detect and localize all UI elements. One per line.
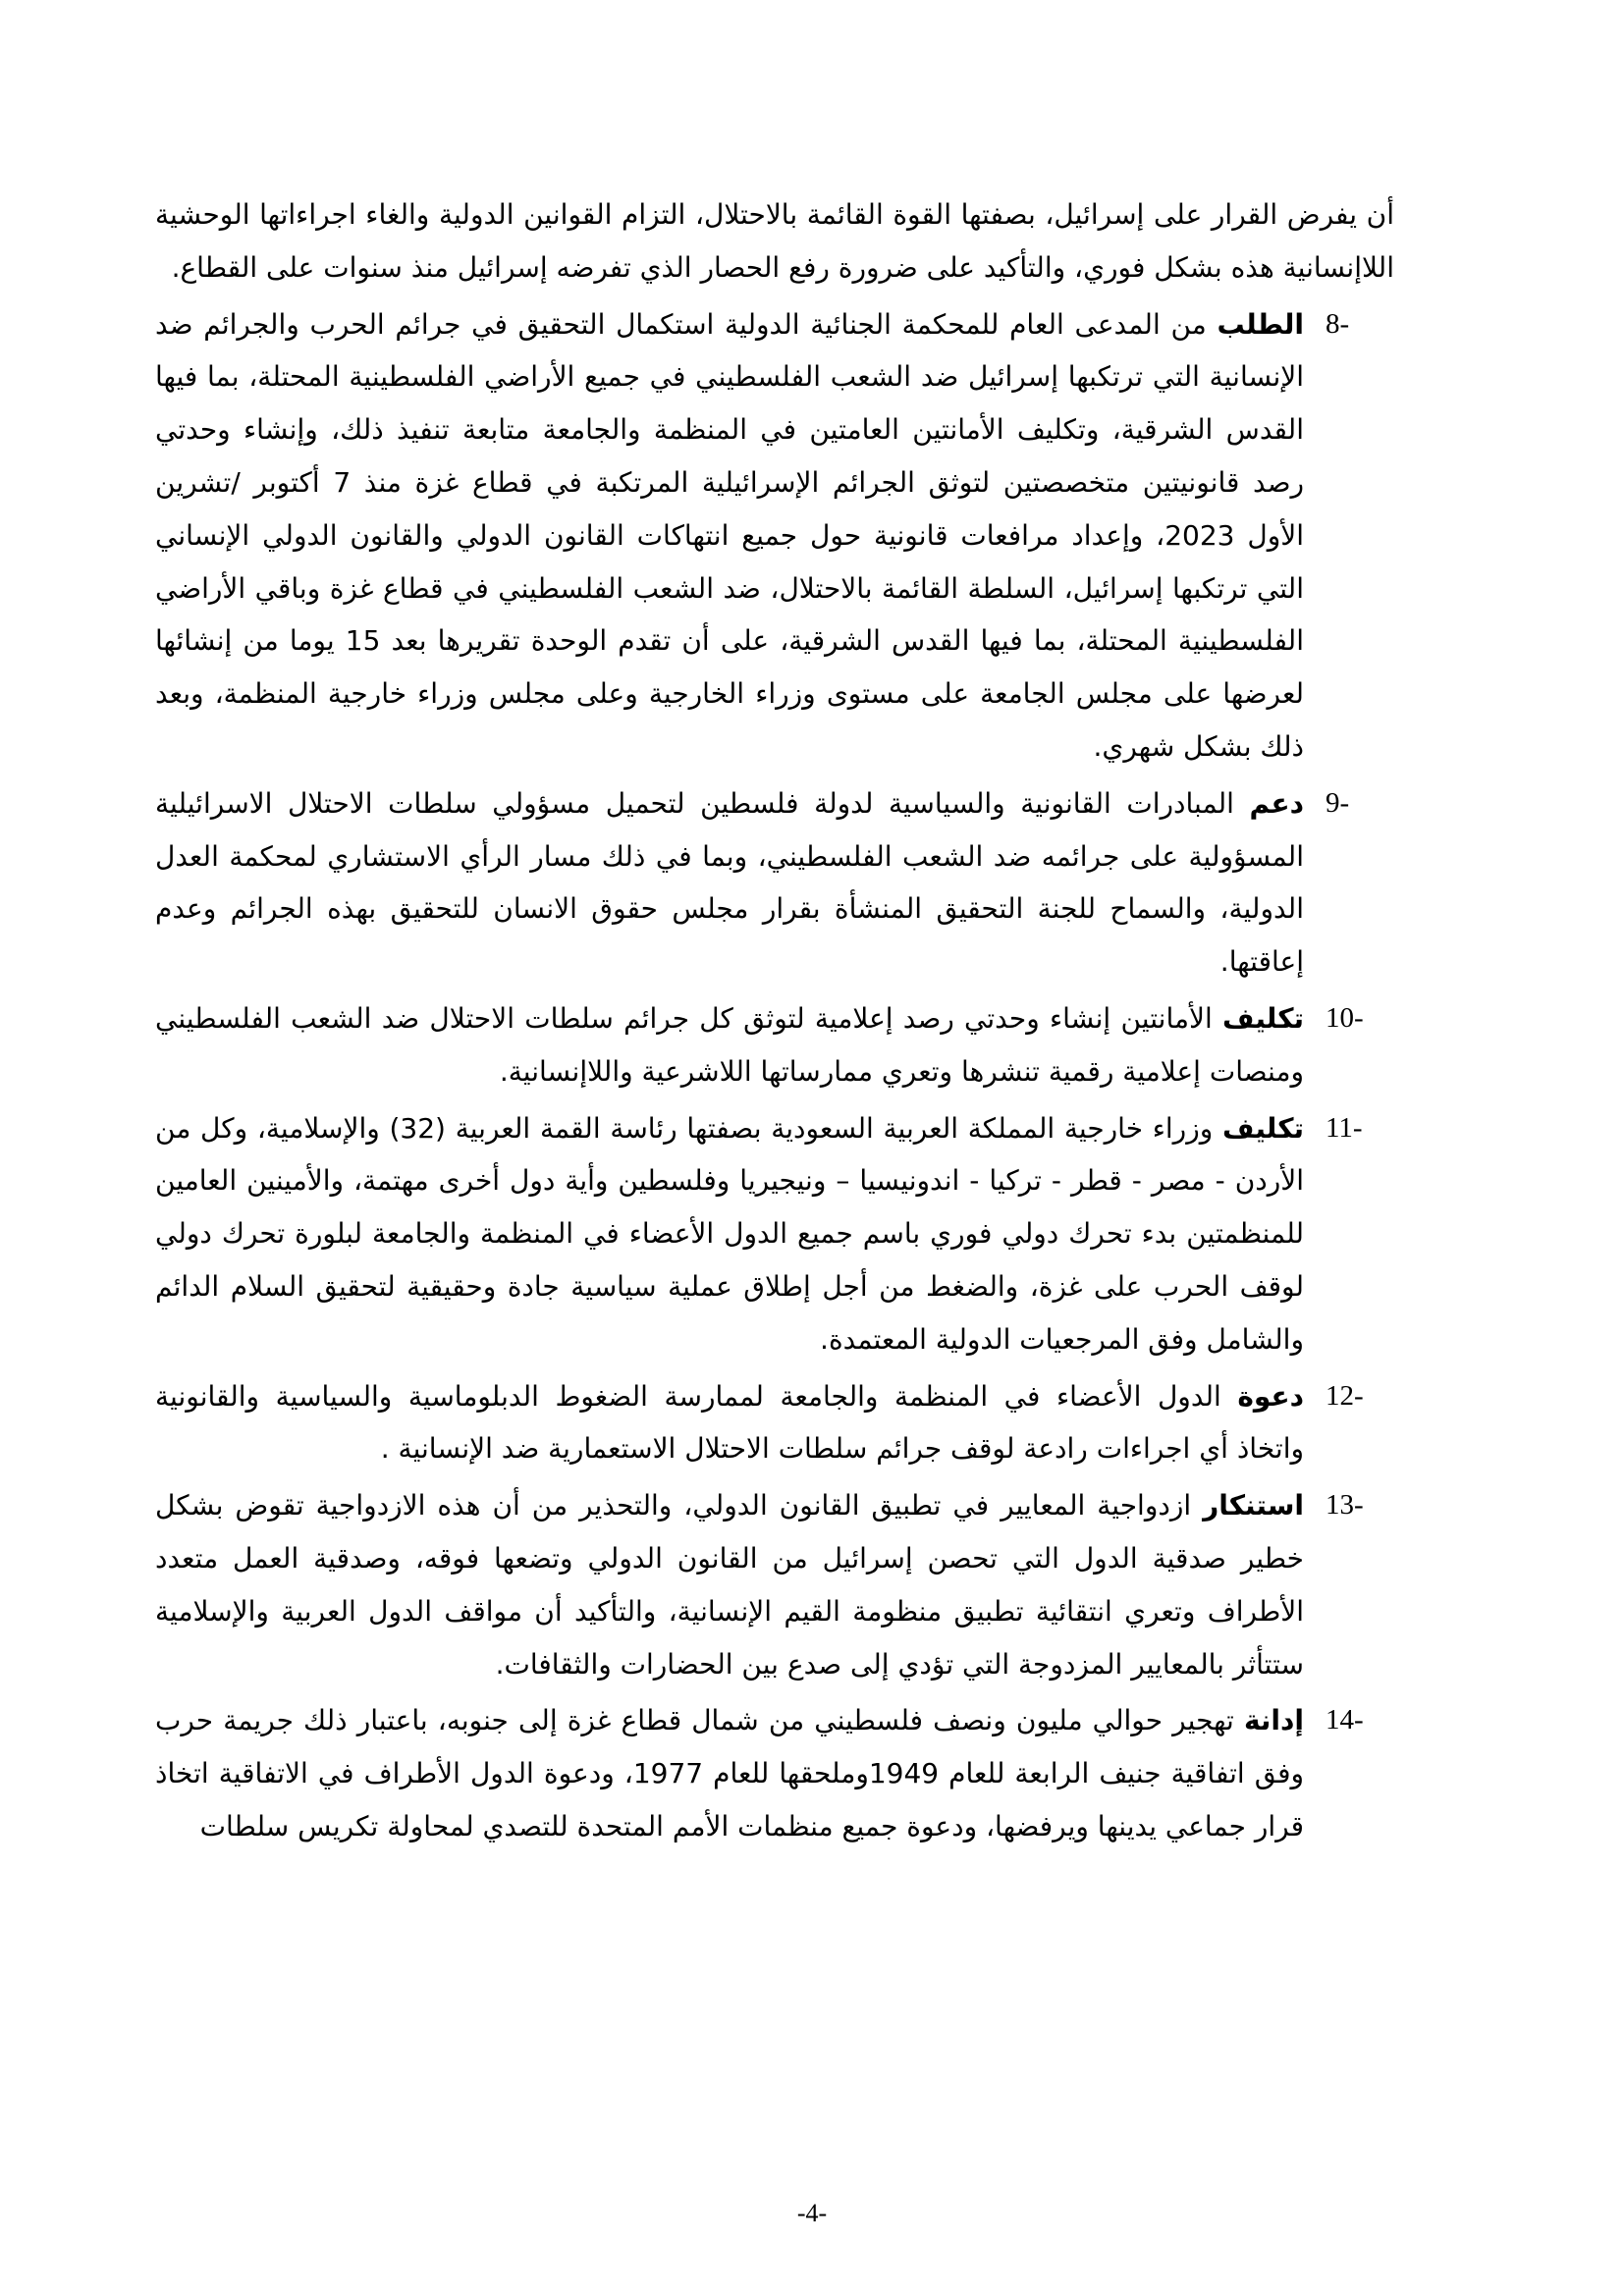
continued-paragraph: أن يفرض القرار على إسرائيل، بصفتها القوة القائمة بالاحتلال، التزام القوانين الدولية والغاء اجراءاتها الوحشية اللاإنسانية هذه بشكل فوري، والتأكيد على ضرورة رفع الحصار الذي تفرضه إسرائيل منذ سنوات على القطاع. — [155, 198, 1394, 284]
clause-text: وزراء خارجية المملكة العربية السعودية بصفتها رئاسة القمة العربية (32) والإسلامية، وكل من الأردن - مصر - قطر - تركيا - اندونيسيا – ونيجيريا وفلسطين وأية دول أخرى مهتمة، والأمينين العامين للمنظمتين بدء تحرك دولي فوري باسم جميع الدول الأعضاء في المنظمة والجامعة لبلورة تحرك دولي لوقف الحرب على غزة، والضغط من أجل إطلاق عملية سياسية جادة وحقيقية لتحقيق السلام الدائم والشامل وفق المرجعيات الدولية المعتمدة. — [155, 1111, 1304, 1356]
clause-keyword: استنكار — [1203, 1489, 1304, 1522]
clause-item-8 — [155, 298, 1394, 774]
clause-item-9 — [155, 777, 1394, 988]
clause-item-12 — [155, 1370, 1394, 1476]
clause-number: 8- — [1326, 307, 1350, 340]
clause-text: تهجير حوالي مليون ونصف فلسطيني من شمال قطاع غزة إلى جنوبه، باعتبار ذلك جريمة حرب وفق اتفاقية جنيف الرابعة للعام 1949وملحقها للعام 1977، ودعوة الدول الأطراف في الاتفاقية اتخاذ قرار جماعي يدينها ويرفضها، ودعوة جميع منظمات الأمم المتحدة للتصدي لمحاولة تكريس سلطات — [155, 1704, 1304, 1842]
clause-keyword: دعوة — [1237, 1379, 1304, 1413]
page-number: -4- — [796, 2199, 828, 2227]
clause-text: الأمانتين إنشاء وحدتي رصد إعلامية لتوثق كل جرائم سلطات الاحتلال ضد الشعب الفلسطيني ومنصات إعلامية رقمية تنشرها وتعري ممارساتها اللاشرعية واللاإنسانية. — [155, 1001, 1304, 1088]
clause-number: 11- — [1326, 1111, 1363, 1144]
document-body — [155, 188, 1394, 1857]
clause-item-13 — [155, 1479, 1394, 1690]
clause-number: 14- — [1326, 1704, 1364, 1736]
clause-text: ازدواجية المعايير في تطبيق القانون الدولي، والتحذير من أن هذه الازدواجية تقوض بشكل خطير صدقية الدول التي تحصن إسرائيل من القانون الدولي وتضعها فوقه، وصدقية العمل متعدد الأطراف وتعري انتقائية تطبيق منظومة القيم الإنسانية، والتأكيد أن مواقف الدول العربية والإسلامية ستتأثر بالمعايير المزدوجة التي تؤدي إلى صدع بين الحضارات والثقافات. — [155, 1489, 1304, 1681]
clause-number: 10- — [1326, 1001, 1364, 1034]
clause-keyword: إدانة — [1243, 1704, 1304, 1737]
clause-text: من المدعى العام للمحكمة الجنائية الدولية استكمال التحقيق في جرائم الحرب والجرائم ضد الإنسانية التي ترتكبها إسرائيل ضد الشعب الفلسطيني في جميع الأراضي الفلسطينية المحتلة، بما فيها القدس الشرقية، وتكليف الأمانتين العامتين في المنظمة والجامعة متابعة تنفيذ ذلك، وإنشاء وحدتي رصد قانونيتين متخصصتين لتوثق الجرائم الإسرائيلية المرتكبة في قطاع غزة منذ 7 أكتوبر /تشرين الأول 2023، وإعداد مرافعات قانونية حول جميع انتهاكات القانون الدولي والقانون الدولي الإنساني التي ترتكبها إسرائيل، السلطة القائمة بالاحتلال، ضد الشعب الفلسطيني في قطاع غزة وباقي الأراضي الفلسطينية المحتلة، بما فيها القدس الشرقية، على أن تقدم الوحدة تقريرها بعد 15 يوما من إنشائها لعرضها على مجلس الجامعة على مستوى وزراء الخارجية وعلى مجلس وزراء خارجية المنظمة، وبعد ذلك بشكل شهري. — [155, 307, 1305, 763]
clause-keyword: تكليف — [1221, 1001, 1304, 1035]
clause-keyword: تكليف — [1221, 1111, 1304, 1145]
clause-item-10 — [155, 992, 1394, 1098]
clause-text: الدول الأعضاء في المنظمة والجامعة لممارسة الضغوط الدبلوماسية والسياسية والقانونية واتخاذ أي اجراءات رادعة لوقف جرائم سلطات الاحتلال الاستعمارية ضد الإنسانية . — [155, 1379, 1304, 1466]
clause-keyword: دعم — [1249, 786, 1304, 820]
clause-keyword: الطلب — [1217, 307, 1304, 341]
clause-number: 9- — [1326, 786, 1350, 819]
clause-text: المبادرات القانونية والسياسية لدولة فلسطين لتحميل مسؤولي سلطات الاحتلال الاسرائيلية المسؤولية على جرائمه ضد الشعب الفلسطيني، وبما في ذلك مسار الرأي الاستشاري لمحكمة العدل الدولية، والسماح للجنة التحقيق المنشأة بقرار مجلس حقوق الانسان للتحقيق بهذه الجرائم وعدم إعاقتها. — [155, 786, 1304, 979]
clause-item-11 — [155, 1102, 1394, 1366]
clause-item-14 — [155, 1694, 1394, 1852]
clause-number: 12- — [1326, 1379, 1364, 1412]
clause-number: 13- — [1326, 1489, 1364, 1522]
